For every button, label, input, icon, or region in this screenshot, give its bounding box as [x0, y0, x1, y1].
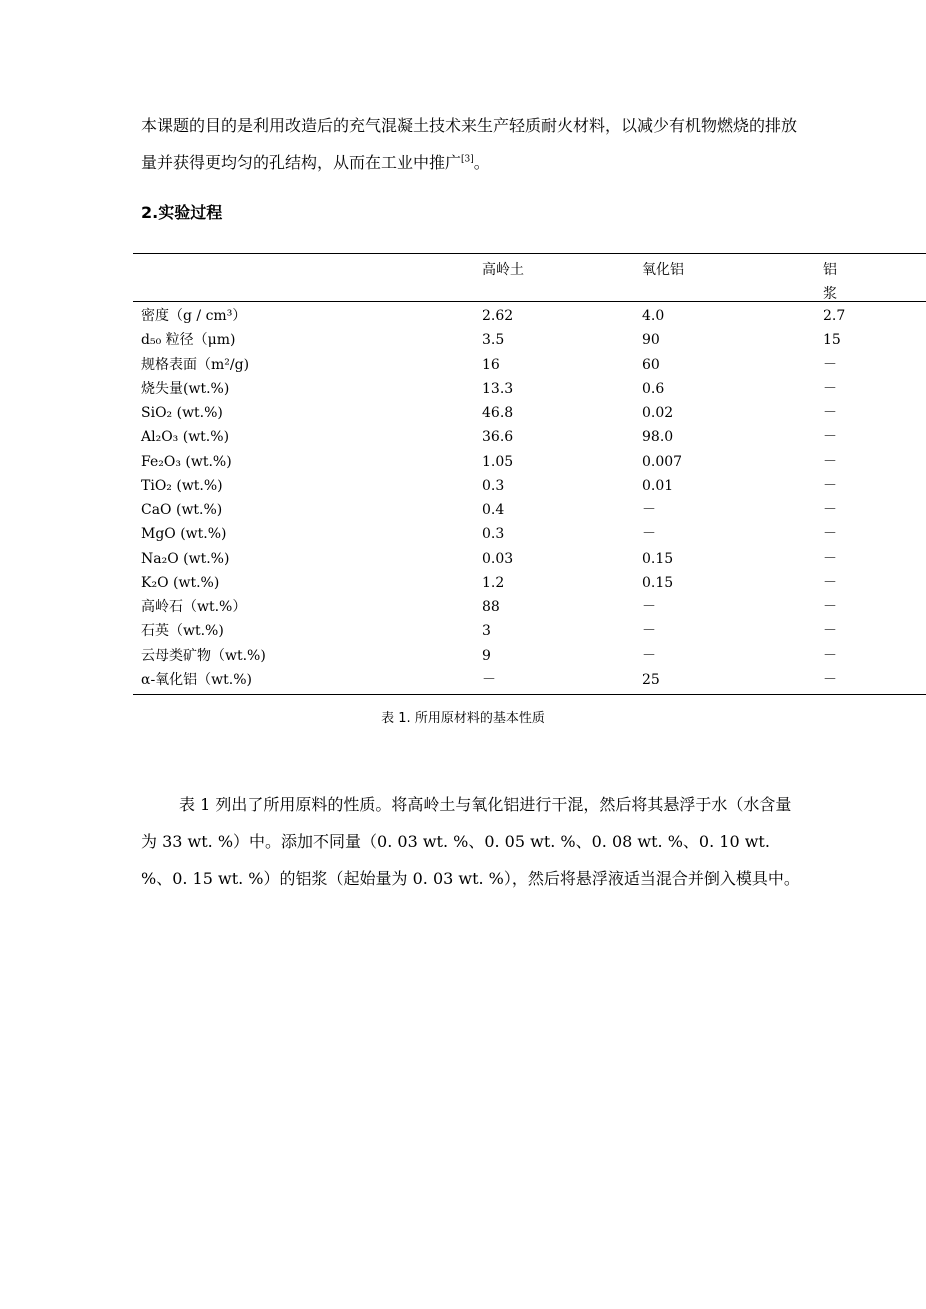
table-cell: 0.15 — [642, 574, 674, 591]
table-cell: － — [823, 550, 837, 567]
table-row — [133, 668, 926, 692]
table-cell: 16 — [482, 356, 500, 373]
table-cell: 0.3 — [482, 526, 505, 543]
table-cell: Al₂O₃ (wt.%) — [141, 429, 230, 446]
table-cell: 0.007 — [642, 453, 683, 470]
table-cell: － — [823, 477, 837, 494]
table-cell: 0.3 — [482, 477, 505, 494]
table-cell: 高岭石（wt.%） — [141, 599, 247, 615]
intro-paragraph — [141, 107, 801, 181]
table-cell: 36.6 — [482, 429, 514, 446]
table-cell: － — [823, 671, 837, 688]
table-cell: 46.8 — [482, 405, 514, 421]
header-cell-kaolin: 高岭土 — [482, 262, 524, 278]
table-cell: Fe₂O₃ (wt.%) — [141, 453, 232, 470]
table-row — [133, 425, 926, 449]
table-row — [133, 498, 926, 522]
table-cell: 60 — [642, 356, 660, 373]
table-row — [133, 450, 926, 474]
table-row — [133, 522, 926, 546]
table-row — [133, 474, 926, 498]
table-cell: 9 — [482, 647, 491, 664]
properties-table — [133, 253, 926, 695]
table-cell: － — [823, 356, 837, 373]
table-cell: － — [823, 574, 837, 591]
table-cell: 规格表面（m²/g) — [141, 356, 250, 373]
table-row — [133, 547, 926, 571]
table-cell: 0.6 — [642, 380, 665, 397]
table-cell: 90 — [642, 332, 660, 349]
table-cell: 0.03 — [482, 550, 514, 567]
table-cell: － — [823, 526, 837, 543]
table-cell: 88 — [482, 599, 500, 615]
table-cell: － — [642, 623, 656, 640]
header-cell-aluminum-paste: 铝浆 — [823, 262, 837, 302]
table-cell: － — [823, 429, 837, 446]
table-body — [133, 302, 926, 694]
table-header-row — [133, 254, 926, 302]
table-row — [133, 401, 926, 425]
table-cell: － — [823, 599, 837, 615]
table-cell: 15 — [823, 332, 841, 349]
table-row — [133, 644, 926, 668]
table-cell: MgO (wt.%) — [141, 526, 227, 543]
table-cell: 98.0 — [642, 429, 674, 446]
table-cell: 密度（g / cm³） — [141, 308, 247, 324]
table-cell: 4.0 — [642, 308, 665, 324]
intro-end: 。 — [473, 153, 490, 172]
body-paragraph: 表 1 列出了所用原料的性质。将高岭土与氧化铝进行干混，然后将其悬浮于水（水含量为 33 wt. %）中。添加不同量（0. 03 wt. %、0. 05 wt. %、0. 08 wt. %、0. 10 wt. %、0. 15 wt. %）的铝浆（起始量为 0. 03 wt. %），然后将悬浮液适当混合并倒入模具中。 — [141, 795, 800, 888]
table-cell: CaO (wt.%) — [141, 502, 223, 518]
table-cell: TiO₂ (wt.%) — [141, 477, 223, 494]
table-cell: － — [642, 599, 656, 615]
citation-marker: [3] — [461, 154, 474, 165]
table-cell: 25 — [642, 671, 660, 688]
table-cell: 3.5 — [482, 332, 505, 349]
table-cell: Na₂O (wt.%) — [141, 550, 230, 567]
intro-text: 本课题的目的是利用改造后的充气混凝土技术来生产轻质耐火材料，以减少有机物燃烧的排放量并获得更均匀的孔结构，从而在工业中推广 — [141, 116, 798, 172]
table-row — [133, 353, 926, 377]
table-cell: － — [823, 623, 837, 640]
table-cell: － — [823, 502, 837, 518]
table-cell: － — [823, 647, 837, 664]
table-cell: － — [823, 380, 837, 397]
table-row — [133, 595, 926, 619]
table-cell: 0.01 — [642, 477, 674, 494]
section-heading: 2.实验过程 — [141, 203, 223, 222]
table-cell: 0.02 — [642, 405, 674, 421]
table-cell: 13.3 — [482, 380, 514, 397]
table-cell: 烧失量(wt.%) — [141, 380, 230, 397]
table-cell: － — [642, 647, 656, 664]
table-cell: 云母类矿物（wt.%) — [141, 647, 266, 664]
table-cell: － — [823, 453, 837, 470]
table-cell: α-氧化铝（wt.%) — [141, 671, 253, 688]
table-cell: 石英（wt.%) — [141, 623, 224, 640]
table-cell: － — [823, 405, 837, 421]
table-row — [133, 328, 926, 352]
table-row — [133, 377, 926, 401]
table-caption: 表 1. 所用原材料的基本性质 — [381, 711, 545, 726]
table-cell: d₅₀ 粒径（μm) — [141, 332, 236, 349]
table-cell: 0.4 — [482, 502, 505, 518]
table-cell: K₂O (wt.%) — [141, 574, 220, 591]
table-cell: 3 — [482, 623, 491, 640]
table-cell: － — [642, 526, 656, 543]
table-row — [133, 619, 926, 643]
table-cell: 0.15 — [642, 550, 674, 567]
table-row — [133, 304, 926, 328]
table-cell: 2.7 — [823, 308, 846, 324]
table-cell: － — [482, 671, 496, 688]
table-cell: 1.2 — [482, 574, 505, 591]
table-cell: SiO₂ (wt.%) — [141, 405, 223, 421]
table-cell: 2.62 — [482, 308, 514, 324]
table-cell: － — [642, 502, 656, 518]
table-row — [133, 571, 926, 595]
table-cell: 1.05 — [482, 453, 514, 470]
header-cell-alumina: 氧化铝 — [642, 262, 684, 278]
